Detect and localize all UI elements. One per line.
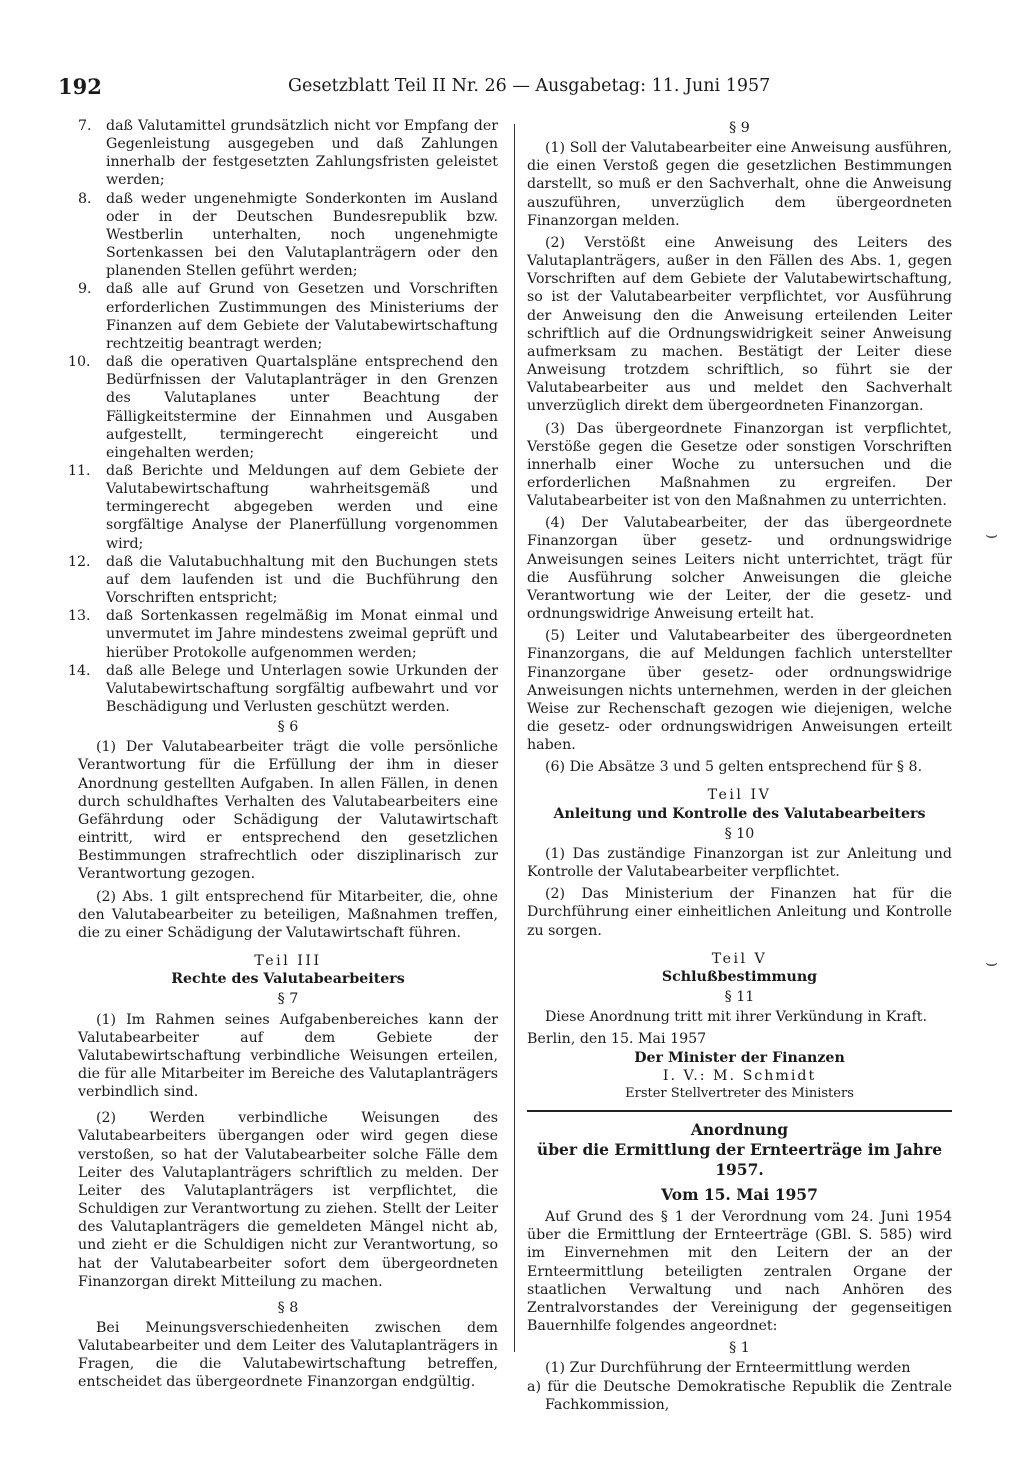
minister-title: Der Minister der Finanzen — [634, 1049, 845, 1066]
page-header — [58, 74, 958, 102]
list-item: 7. daß Valutamittel grundsätzlich nicht vor Empfang der Gegenleistung ausgegeben und daß Zahlungen innerhalb der festgesetzten Zahlungsfristen geleistet werden; — [78, 118, 498, 189]
left-column — [68, 117, 498, 1400]
section-9-paragraph-3: (3) Das übergeordnete Finanzorgan ist verpflichtet, Verstöße gegen die Gesetze oder sonstigen Vorschriften innerhalb einer Woche zu untersuchen und die erforderlichen Maßnahmen zu ergreifen. Der Valutabearbeiter ist von den Maßnahmen zu unterrichten. — [527, 420, 952, 510]
list-item: 8. daß weder ungenehmigte Sonderkonten im Ausland oder in der Deutschen Bundesrepublik bzw. Westberlin unterhalten, noch ungenehmigte Sortenkassen bei den Valutaplanträgern oder den planenden Stellen geführt werden; — [78, 190, 498, 280]
page-number: 192 — [58, 74, 102, 99]
list-item: 13. daß Sortenkassen regelmäßig im Monat einmal und unvermutet im Jahre mindestens zweimal geprüft und hierüber Protokolle aufgenommen werden; — [68, 608, 498, 661]
anordnung-item-a: a) für die Deutsche Demokratische Republik die Zentrale Fachkommission, — [527, 1378, 952, 1413]
section-10-paragraph-1: (1) Das zuständige Finanzorgan ist zur Anleitung und Kontrolle der Valutabearbeiter verpflichtet. — [527, 845, 952, 881]
section-9-paragraph-4: (4) Der Valutabearbeiter, der das übergeordnete Finanzorgan über gesetz- und ordnungswidrige Anweisungen seines Leiters nicht unterrichtet, trägt für die Ausführung solcher Anweisungen die gleiche Verantwortung wie der Leiter, der die gesetz- und ordnungswidrige Anweisung erteilt hat. — [527, 515, 952, 623]
anordnung-date: Vom 15. Mai 1957 — [661, 1184, 818, 1204]
section-10-paragraph-2: (2) Das Ministerium der Finanzen hat für die Durchführung einer einheitlichen Anleitung und Kontrolle zu sorgen. — [527, 886, 952, 939]
part-5-title: Schlußbestimmung — [661, 968, 818, 985]
list-item: 12. daß die Valutabuchhaltung mit den Buchungen stets auf dem laufenden ist und die Buchführung den Vorschriften entspricht; — [68, 553, 498, 607]
section-8-paragraph: Bei Meinungsverschiedenheiten zwischen dem Valutabearbeiter und dem Leiter des Valutaplanträgers in Fragen, die die Valutabewirtschaftung betreffen, entscheidet das übergeordnete Finanzorgan endgültig. — [78, 1320, 498, 1391]
section-separator — [527, 1110, 952, 1112]
section-heading-11: § 11 — [724, 989, 755, 1006]
signatory: I. V.: M. Schmidt — [662, 1067, 817, 1084]
section-heading-8: § 8 — [277, 1299, 299, 1316]
section-11-paragraph: Diese Anordnung tritt mit ihrer Verkündung in Kraft. — [545, 1009, 927, 1026]
section-heading-6: § 6 — [277, 719, 299, 736]
anordnung-intro: Auf Grund des § 1 der Verordnung vom 24. Juni 1954 über die Ermittlung der Ernteerträge (GBl. S. 585) wird im Einvernehmen mit den Leitern der an der Ernteermittlung beteiligten zentralen Organe der staatlichen Verwaltung und nach Anhören des Zentralvorstandes der Vereinigung der gegenseitigen Bauernhilfe folgendes angeordnet: — [527, 1209, 952, 1335]
anordnung-section-heading-1: § 1 — [729, 1340, 750, 1357]
section-7-paragraph-2: (2) Werden verbindliche Weisungen des Valutabearbeiters übergangen oder wird gegen diese verstoßen, so hat der Valutabearbeiter solche Fälle dem Leiter des Valutaplanträgers schriftlich zu melden. Der Leiter des Valutaplanträgers ist verpflichtet, die Schuldigen zur Verantwortung zu ziehen. Stellt der Leiter des Valutaplanträgers die gemeldeten Mängel nicht ab, und zieht er die Schuldigen nicht zur Verantwortung, so hat der Valutabearbeiter sofort dem übergeordneten Finanzorgan direkt Mitteilung zu machen. — [78, 1110, 498, 1290]
anordnung-title-2: über die Ermittlung der Ernteerträge im Jahre 1957. — [536, 1139, 943, 1179]
margin-mark: ⌣ — [985, 950, 999, 974]
section-7-paragraph-1: (1) Im Rahmen seines Aufgabenbereiches kann der Valutabearbeiter auf dem Gebiete der Valutabewirtschaftung verbindliche Weisungen erteilen, die für alle Mitarbeiter im Bereiche des Valutaplanträgers verbindlich sind. — [78, 1011, 498, 1101]
place-date: Berlin, den 15. Mai 1957 — [527, 1031, 707, 1048]
anordnung-title-1: Anordnung — [690, 1119, 789, 1139]
list-item: 14. daß alle Belege und Unterlagen sowie Urkunden der Valutabewirtschaftung sorgfältig aufbewahrt und vor Beschädigung und Verlusten geschützt werden. — [68, 662, 498, 715]
section-9-paragraph-1: (1) Soll der Valutabearbeiter eine Anweisung ausführen, die einen Verstoß gegen die gesetzlichen Bestimmungen darstellt, so muß er den Sachverhalt, ohne die Anweisung auszuführen, unverzüglich dem übergeordneten Finanzorgan melden. — [527, 140, 952, 229]
list-item: 9. daß alle auf Grund von Gesetzen und Vorschriften erforderlichen Zustimmungen des Ministeriums der Finanzen auf dem Gebiete der Valutabewirtschaftung rechtzeitig beantragt werden; — [78, 281, 498, 352]
section-heading-7: § 7 — [277, 991, 299, 1008]
part-5-label: Teil V — [711, 950, 768, 967]
part-3-label: Teil III — [254, 953, 322, 970]
section-6-paragraph-1: (1) Der Valutabearbeiter trägt die volle persönliche Verantwortung für die Erfüllung der ihm in dieser Anordnung gestellten Aufgaben. In allen Fällen, in denen durch schuldhaftes Verhalten des Valutabearbeiters eine Gefährdung oder Schädigung der Valutawirtschaft eintritt, wird er entsprechend den gesetzlichen Bestimmungen strafrechtlich oder disziplinarisch zur Verantwortung gezogen. — [78, 739, 498, 883]
signatory-role: Erster Stellvertreter des Ministers — [625, 1085, 854, 1101]
section-6-paragraph-2: (2) Abs. 1 gilt entsprechend für Mitarbeiter, die, ohne den Valutabearbeiter zu beteiligen, Maßnahmen treffen, die zu einer Schädigung der Valutawirtschaft führen. — [78, 888, 498, 941]
section-9-paragraph-2: (2) Verstößt eine Anweisung des Leiters des Valutaplanträgers, außer in den Fällen des Abs. 1, gegen Vorschriften auf dem Gebiete der Valutabewirtschaftung, so ist der Valutabearbeiter verpflichtet, vor Ausführung der Anweisung den die Anweisung erteilenden Leiter schriftlich auf die Ordnungswidrigkeit seiner Anweisung aufmerksam zu machen. Bestätigt der Leiter diese Anweisung trotzdem schriftlich, so führt sie der Valutabearbeiter aus und meldet den Sachverhalt unverzüglich direkt dem übergeordneten Finanzorgan. — [527, 234, 952, 415]
margin-mark: ⌣ — [985, 522, 999, 546]
section-heading-10: § 10 — [724, 825, 755, 842]
column-divider — [514, 124, 515, 1352]
part-3-title: Rechte des Valutabearbeiters — [171, 971, 405, 988]
section-9-paragraph-5: (5) Leiter und Valutabearbeiter des übergeordneten Finanzorgans, die auf Meldungen fachlich unterstellter Finanzorgane über gesetz- oder ordnungswidrige Anweisungen nichts unternehmen, werden in der gleichen Weise zur Rechenschaft gezogen wie diejenigen, welche die gesetz- oder ordnungswidrigen Anweisungen erteilt haben. — [527, 628, 952, 754]
list-item: 11. daß Berichte und Meldungen auf dem Gebiete der Valutabewirtschaftung wahrheitsgemäß und termingerecht abgegeben werden und eine sorgfältige Analyse der Planerfüllung vorgenommen wird; — [68, 462, 498, 552]
section-heading-9: § 9 — [729, 120, 750, 136]
running-title: Gesetzblatt Teil II Nr. 26 — Ausgabetag: 11. Juni 1957 — [288, 76, 771, 96]
part-4-title: Anleitung und Kontrolle des Valutabearbeiters — [553, 805, 926, 822]
list-item: 10. daß die operativen Quartalspläne entsprechend den Bedürfnissen der Valutaplanträger in den Grenzen des Valutaplanes unter Beachtung der Fälligkeitstermine der Einnahmen und Ausgaben aufgestellt, termingerecht eingereicht und eingehalten werden; — [68, 354, 498, 461]
section-9-paragraph-6: (6) Die Absätze 3 und 5 gelten entsprechend für § 8. — [545, 759, 923, 776]
right-column — [527, 117, 952, 1414]
anordnung-section-1-paragraph: (1) Zur Durchführung der Ernteermittlung werden — [545, 1360, 911, 1377]
part-4-label: Teil IV — [707, 787, 772, 804]
